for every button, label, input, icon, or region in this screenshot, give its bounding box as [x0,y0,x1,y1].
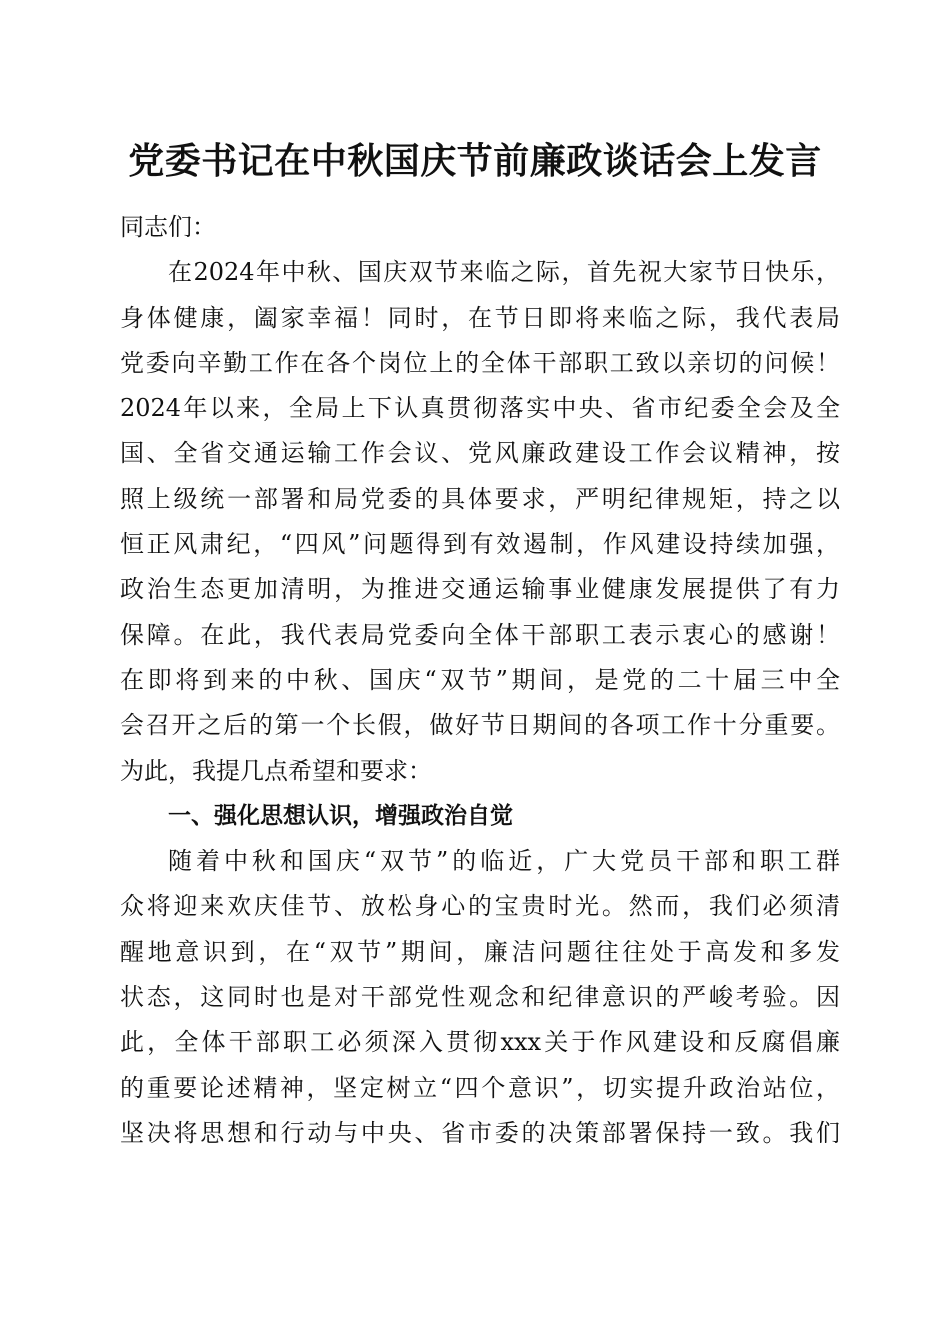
paragraph-2-line: 在即将到来的中秋、国庆“双节”期间，是党的二十届三中全 [120,665,840,694]
document-title: 党委书记在中秋国庆节前廉政谈话会上发言 [128,140,822,182]
paragraph-3-line: 醒地意识到，在“双节”期间，廉洁问题往往处于高发和多发 [120,937,840,966]
paragraph-2-line: 会召开之后的第一个长假，做好节日期间的各项工作十分重要。 [120,711,840,740]
paragraph-1-line: 政治生态更加清明，为推进交通运输事业健康发展提供了有力 [120,575,840,604]
salutation: 同志们： [120,213,216,241]
paragraph-1-line: 党委向辛勤工作在各个岗位上的全体干部职工致以亲切的问候！ [120,348,840,377]
document-body [120,205,840,1156]
paragraph-1-line: 恒正风肃纪，“四风”问题得到有效遏制，作风建设持续加强， [120,530,840,559]
paragraph-1-line: 国、全省交通运输工作会议、党风廉政建设工作会议精神，按 [120,439,840,468]
paragraph-3-line: 坚决将思想和行动与中央、省市委的决策部署保持一致。我们 [120,1118,840,1147]
paragraph-1-line: 照上级统一部署和局党委的具体要求，严明纪律规矩，持之以 [120,484,840,513]
paragraph-3-line: 随着中秋和国庆“双节”的临近，广大党员干部和职工群 [168,847,840,876]
paragraph-2-line: 为此，我提几点希望和要求： [120,756,432,785]
paragraph-1-line: 身体健康，阖家幸福！同时，在节日即将来临之际，我代表局 [120,303,840,332]
section-heading: 一、强化思想认识，增强政治自觉 [168,802,513,829]
paragraph-3-line: 此，全体干部职工必须深入贯彻xxx关于作风建设和反腐倡廉 [120,1028,840,1057]
paragraph-3-line: 状态，这同时也是对干部党性观念和纪律意识的严峻考验。因 [120,983,840,1012]
paragraph-1-line: 2024年以来，全局上下认真贯彻落实中央、省市纪委全会及全 [120,394,840,423]
paragraph-3-line: 的重要论述精神，坚定树立“四个意识”，切实提升政治站位， [120,1073,840,1102]
paragraph-1-line: 保障。在此，我代表局党委向全体干部职工表示衷心的感谢！ [120,620,840,649]
paragraph-1-line: 在2024年中秋、国庆双节来临之际，首先祝大家节日快乐， [168,258,840,287]
paragraph-3-line: 众将迎来欢庆佳节、放松身心的宝贵时光。然而，我们必须清 [120,892,840,921]
